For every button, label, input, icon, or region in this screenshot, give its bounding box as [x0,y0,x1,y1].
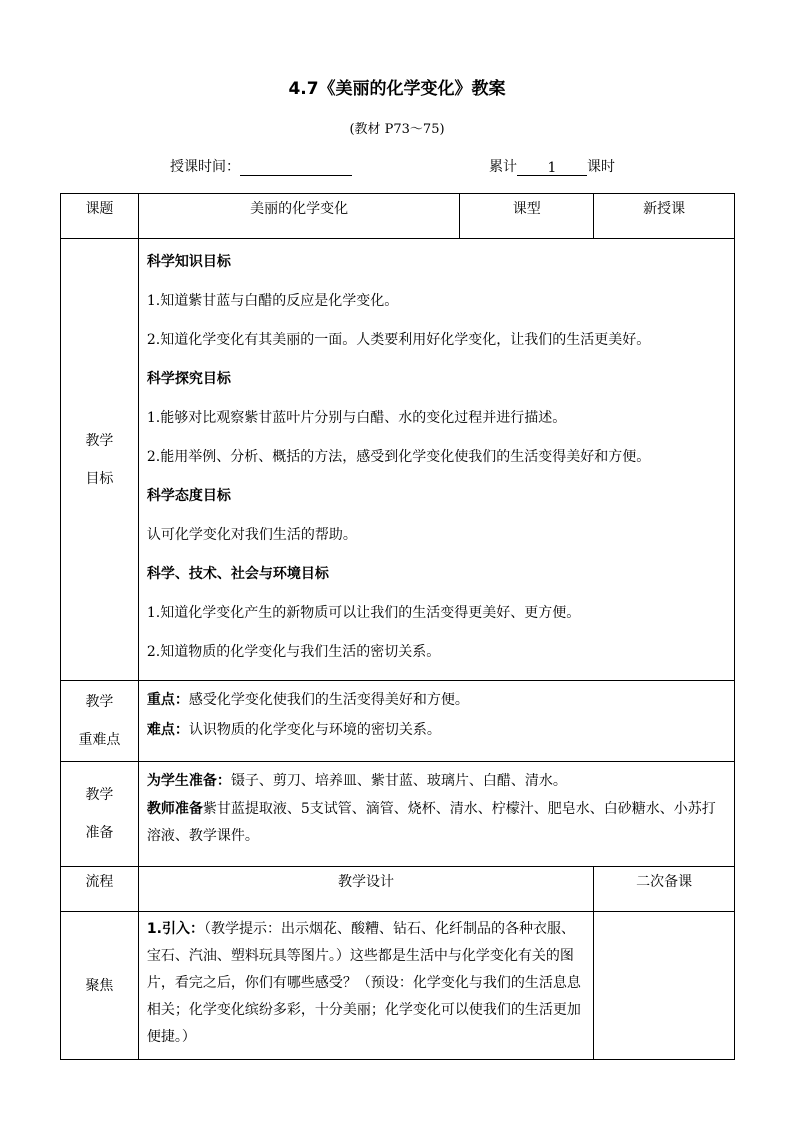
stse-title: 科学、技术、社会与环境目标 [146,566,329,582]
attitude-title: 科学态度目标 [146,488,231,504]
keypoints-row [61,681,735,762]
student-prep: 为学生准备：镊子、剪刀、培养皿、紫甘蓝、玻璃片、白醋、清水。 [146,773,567,789]
stse-1: 1.知道化学变化产生的新物质可以让我们的生活变得更美好、更方便。 [146,605,581,621]
preparation-label: 教学 准备 [61,762,139,867]
sci-knowledge-1: 1.知道紫甘蓝与白醋的反应是化学变化。 [146,293,399,309]
lesson-count [489,156,615,176]
focus-content [138,912,593,1060]
objectives-row [61,239,735,681]
preparation-content [138,762,734,867]
topic-value: 美丽的化学变化 [138,194,460,239]
preparation-row [61,762,735,867]
sci-knowledge-2: 2.知道化学变化有其美丽的一面。人类要利用好化学变化，让我们的生活更美好。 [146,332,651,348]
lesson-time-label: 授课时间： [170,159,240,175]
stse-2: 2.知道物质的化学变化与我们生活的密切关系。 [146,644,441,660]
sci-inquiry-2: 2.能用举例、分析、概括的方法，感受到化学变化使我们的生活变得美好和方便。 [146,449,651,465]
header-row [61,194,735,239]
difficult-point: 难点：认识物质的化学变化与环境的密切关系。 [146,722,441,738]
textbook-pages: (教材 P73～75) [349,122,445,137]
lesson-count-label: 累计 [489,159,517,175]
focus-row [61,912,735,1060]
design-header: 教学设计 [138,867,593,912]
objectives-content [138,239,734,681]
process-header-row [61,867,735,912]
lesson-time [170,156,352,176]
lesson-plan-table [60,193,735,1060]
topic-label: 课题 [61,194,139,239]
keypoints-content [138,681,734,762]
lesson-count-value[interactable]: 1 [517,160,587,176]
objectives-label: 教学 目标 [61,239,139,681]
sci-knowledge-title: 科学知识目标 [146,254,231,270]
focus-label: 聚焦 [61,912,139,1060]
page-title: 4.7《美丽的化学变化》教案 [288,79,506,99]
type-value: 新授课 [594,194,735,239]
key-point: 重点：感受化学变化使我们的生活变得美好和方便。 [146,692,469,708]
teacher-prep: 教师准备紫甘蓝提取液、5支试管、滴管、烧杯、清水、柠檬汁、肥皂水、白砂糖水、小苏打溶液、教学课件。 [146,801,716,844]
intro-paragraph: 1.引入：（教学提示：出示烟花、酸糟、钻石、化纤制品的各种衣服、宝石、汽油、塑料玩具等图片。）这些都是生活中与化学变化有关的图片，看完之后，你们有哪些感受？（预设：化学变化与我们的生活息息相关；化学变化缤纷多彩，十分美丽；化学变化可以使我们的生活更加便捷。） [146,921,581,1045]
sci-inquiry-1: 1.能够对比观察紫甘蓝叶片分别与白醋、水的变化过程并进行描述。 [146,410,567,426]
type-label: 课型 [460,194,594,239]
lesson-time-blank[interactable] [240,160,352,176]
keypoints-label: 教学 重难点 [61,681,139,762]
lesson-count-unit: 课时 [587,159,615,175]
second-prep-header: 二次备课 [594,867,735,912]
second-prep-cell[interactable] [594,912,735,1060]
flow-header: 流程 [61,867,139,912]
sci-inquiry-title: 科学探究目标 [146,371,231,387]
attitude-1: 认可化学变化对我们生活的帮助。 [146,527,357,543]
